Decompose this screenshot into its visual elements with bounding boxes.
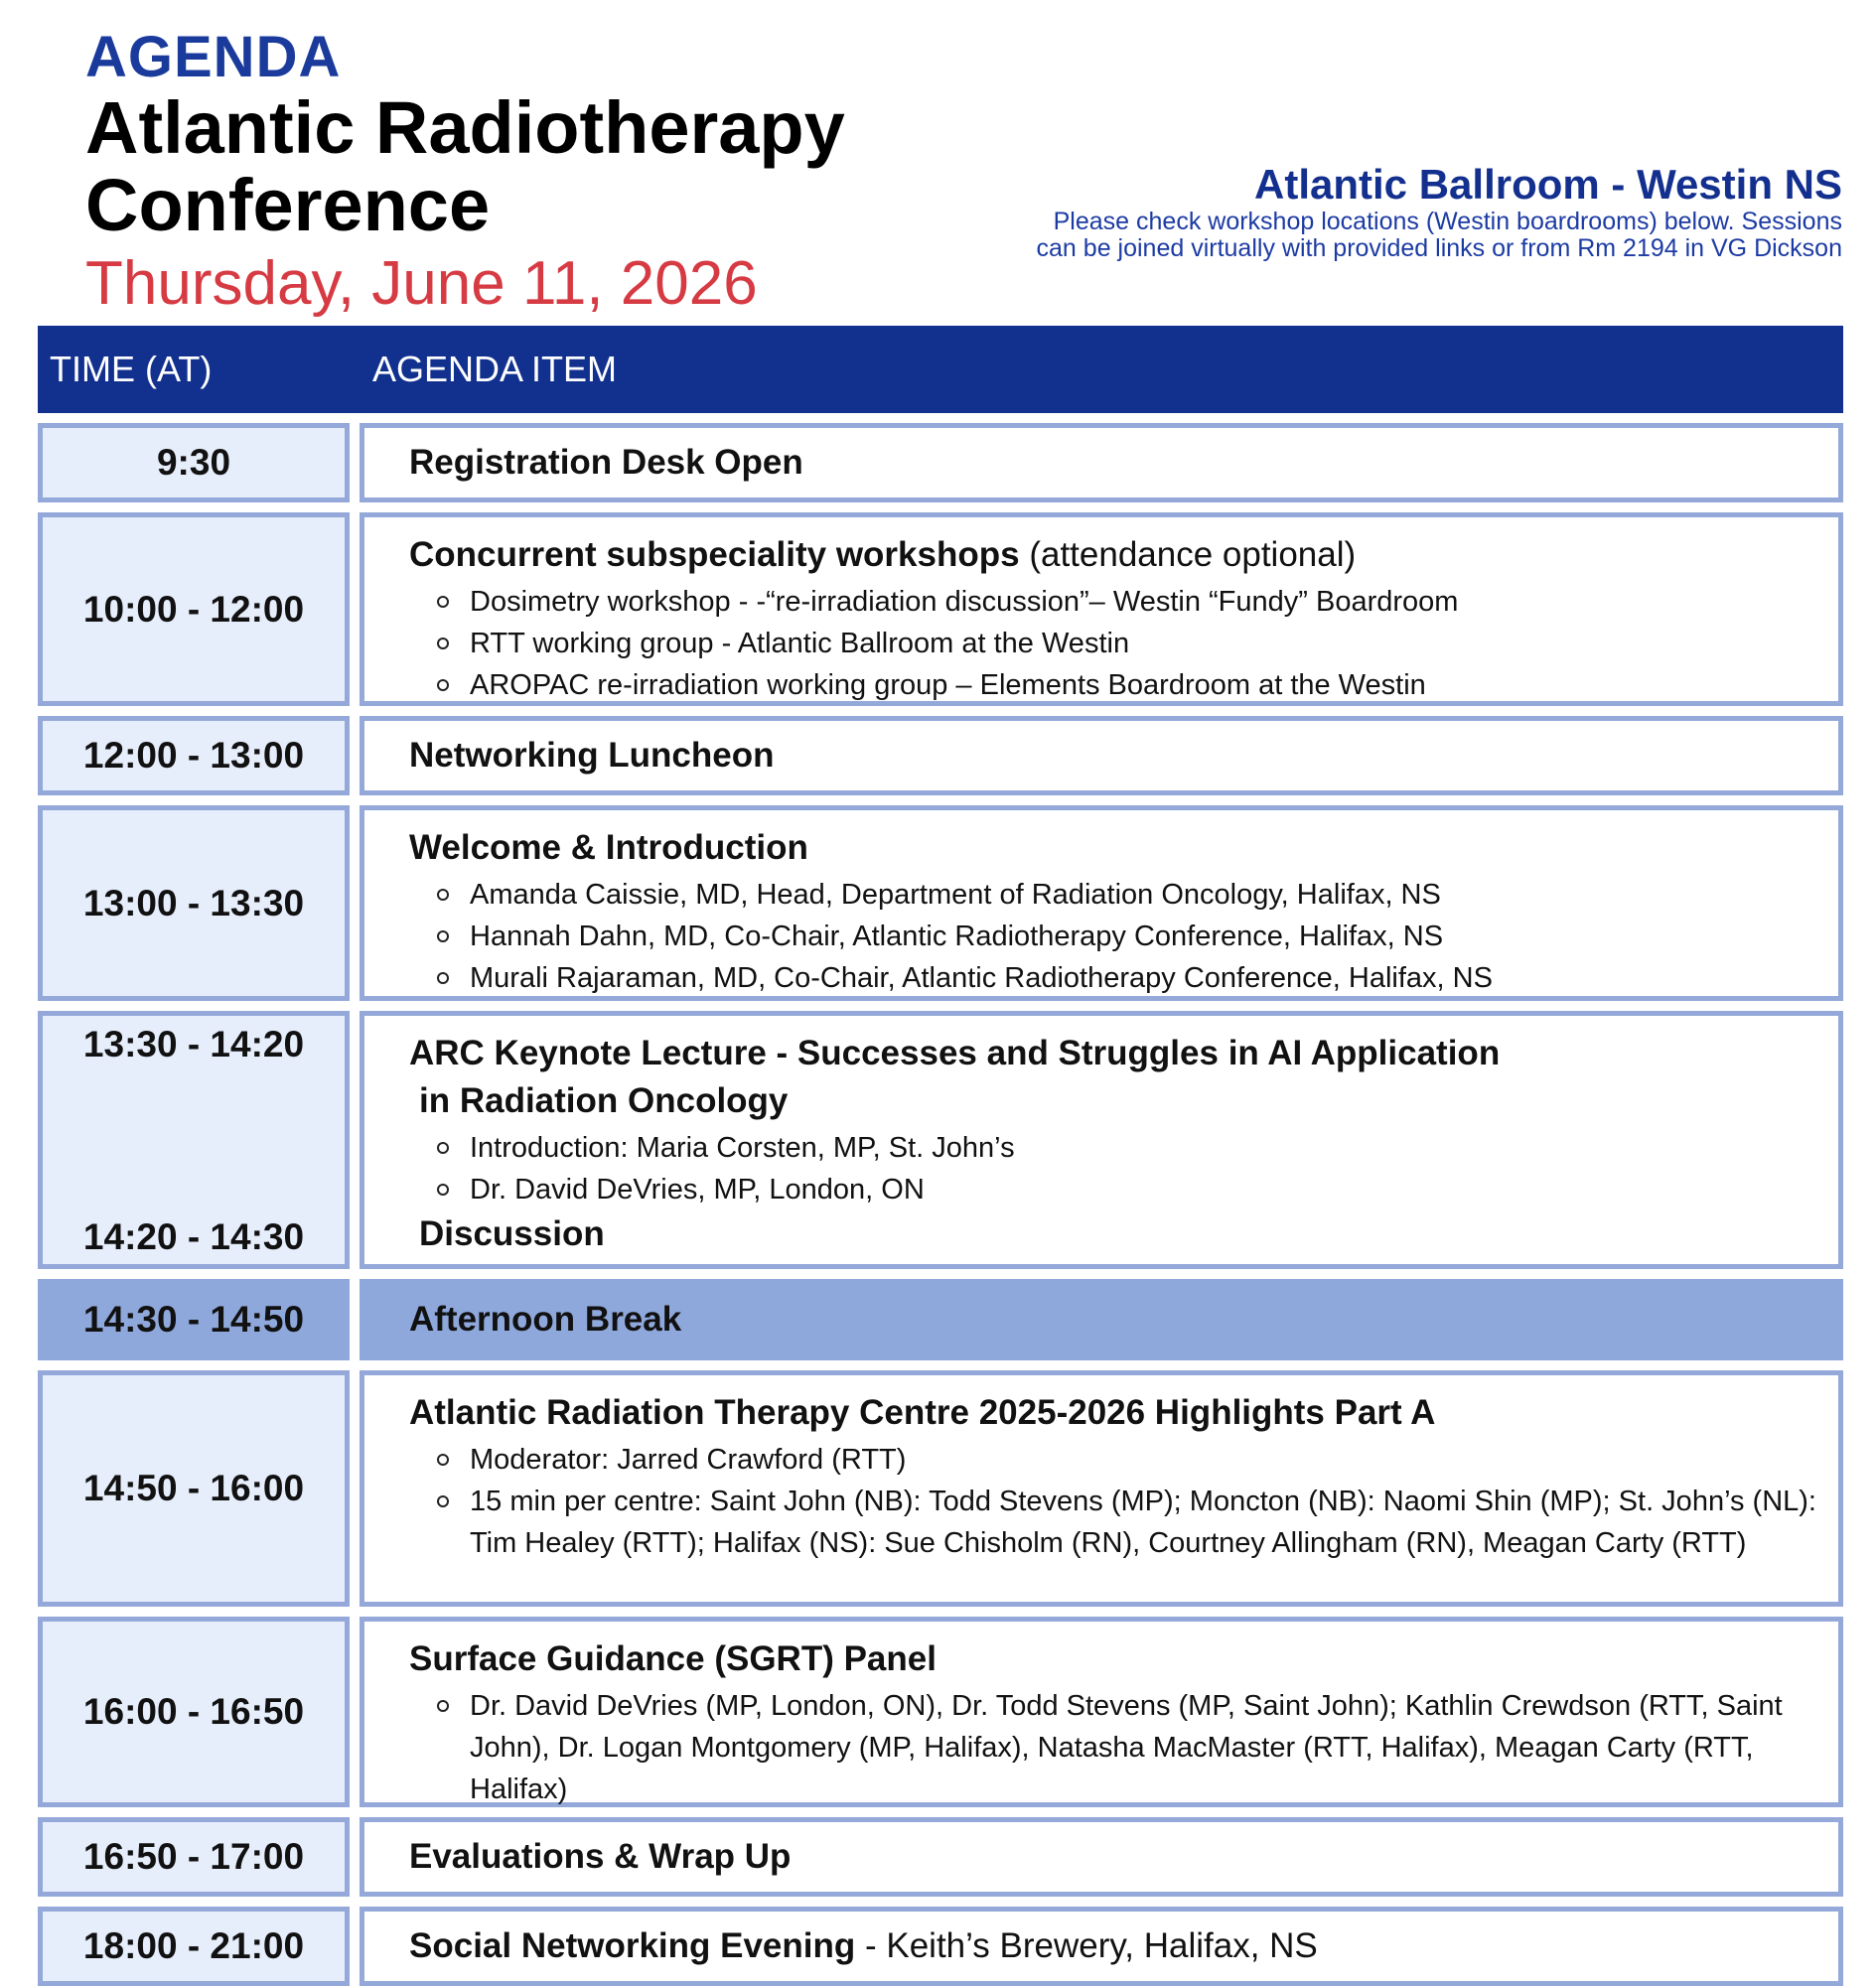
table-header xyxy=(38,326,1843,413)
conference-date: Thursday, June 11, 2026 xyxy=(85,249,758,318)
table-row xyxy=(38,512,1843,706)
list-item: Dr. David DeVries (MP, London, ON), Dr. Todd Stevens (MP, Saint John); Kathlin Crewdson (RTT, Saint John), Dr. Logan Montgomery (MP, Halifax), Natasha MacMaster (RTT, Halifax), Meagan Carty (RTT, Halifax) xyxy=(409,1685,1838,1810)
row-time-discussion: 14:20 - 14:30 xyxy=(82,1216,305,1257)
row-title-line-2: in Radiation Oncology xyxy=(419,1081,789,1120)
list-item: Introduction: Maria Corsten, MP, St. John’s xyxy=(409,1127,1838,1169)
bullet-list xyxy=(409,1685,1838,1810)
list-item: 15 min per centre: Saint John (NB): Todd Stevens (MP); Moncton (NB): Naomi Shin (MP); St. John’s (NL): Tim Healey (RTT); Halifax (NS): Sue Chisholm (RN), Courtney Allingham (RN), Meagan Carty (RTT) xyxy=(409,1481,1838,1564)
bullet-list xyxy=(409,581,1838,706)
row-item xyxy=(360,1370,1843,1607)
table-row xyxy=(38,1370,1843,1607)
row-time: 18:00 - 21:00 xyxy=(38,1907,350,1986)
row-title xyxy=(409,1922,1318,1970)
row-time: 12:00 - 13:00 xyxy=(38,716,350,795)
venue-note: Please check workshop locations (Westin boardrooms) below. Sessions can be joined virtually with provided links or from Rm 2194 in VG Dickson xyxy=(1036,208,1842,262)
agenda-table xyxy=(38,326,1843,1986)
table-row xyxy=(38,423,1843,502)
list-item: Moderator: Jarred Crawford (RTT) xyxy=(409,1439,1838,1481)
title-line-2: Conference xyxy=(85,164,491,246)
list-item: Murali Rajaraman, MD, Co-Chair, Atlantic Radiotherapy Conference, Halifax, NS xyxy=(409,957,1838,999)
row-time xyxy=(38,1011,350,1269)
row-time: 14:30 - 14:50 xyxy=(38,1279,350,1360)
row-item xyxy=(360,1617,1843,1807)
row-title: Registration Desk Open xyxy=(409,443,803,482)
row-title-note: - Keith’s Brewery, Halifax, NS xyxy=(855,1926,1318,1965)
row-item xyxy=(360,1907,1843,1986)
venue-title: Atlantic Ballroom - Westin NS xyxy=(1254,161,1842,208)
row-item xyxy=(360,512,1843,706)
row-item xyxy=(360,1279,1843,1360)
row-time: 16:00 - 16:50 xyxy=(38,1617,350,1807)
row-time: 16:50 - 17:00 xyxy=(38,1817,350,1897)
title-line-1: Atlantic Radiotherapy xyxy=(85,86,845,169)
row-item xyxy=(360,805,1843,1001)
list-item: RTT working group - Atlantic Ballroom at the Westin xyxy=(409,623,1838,664)
page-title xyxy=(85,86,845,246)
row-item xyxy=(360,716,1843,795)
row-time: 9:30 xyxy=(38,423,350,502)
row-title: Atlantic Radiation Therapy Centre 2025-2026 Highlights Part A xyxy=(409,1393,1436,1432)
column-header-time: TIME (AT) xyxy=(50,349,213,389)
row-title xyxy=(409,531,1838,579)
row-title-text: Social Networking Evening xyxy=(409,1926,856,1965)
table-row xyxy=(38,805,1843,1001)
table-row xyxy=(38,716,1843,795)
table-row xyxy=(38,1817,1843,1897)
list-item: Amanda Caissie, MD, Head, Department of Radiation Oncology, Halifax, NS xyxy=(409,874,1838,916)
table-row xyxy=(38,1279,1843,1360)
table-row xyxy=(38,1907,1843,1986)
venue-block xyxy=(1028,161,1842,262)
row-title: Welcome & Introduction xyxy=(409,828,808,867)
row-item xyxy=(360,423,1843,502)
column-header-item: AGENDA ITEM xyxy=(372,349,618,389)
bullet-list xyxy=(409,1127,1838,1210)
row-item xyxy=(360,1817,1843,1897)
row-title: Networking Luncheon xyxy=(409,736,775,775)
row-time: 10:00 - 12:00 xyxy=(38,512,350,706)
row-title-note: (attendance optional) xyxy=(1019,535,1357,574)
list-item: Dosimetry workshop - -“re-irradiation discussion”– Westin “Fundy” Boardroom xyxy=(409,581,1838,623)
table-row xyxy=(38,1617,1843,1807)
row-time: 14:50 - 16:00 xyxy=(38,1370,350,1607)
bullet-list xyxy=(409,874,1838,999)
list-item: AROPAC re-irradiation working group – Elements Boardroom at the Westin xyxy=(409,664,1838,706)
row-title: Evaluations & Wrap Up xyxy=(409,1837,792,1876)
row-title-text: Concurrent subspeciality workshops xyxy=(409,535,1020,574)
row-time: 13:00 - 13:30 xyxy=(38,805,350,1001)
list-item: Dr. David DeVries, MP, London, ON xyxy=(409,1169,1838,1210)
row-time-start: 13:30 - 14:20 xyxy=(82,1024,305,1064)
agenda-kicker: AGENDA xyxy=(85,25,342,89)
row-title: Surface Guidance (SGRT) Panel xyxy=(409,1639,937,1678)
row-title: ARC Keynote Lecture - Successes and Struggles in AI Application xyxy=(409,1034,1501,1072)
discussion-label: Discussion xyxy=(419,1214,605,1253)
bullet-list xyxy=(409,1439,1838,1564)
list-item: Hannah Dahn, MD, Co-Chair, Atlantic Radiotherapy Conference, Halifax, NS xyxy=(409,916,1838,957)
row-item xyxy=(360,1011,1843,1269)
table-row xyxy=(38,1011,1843,1269)
row-title: Afternoon Break xyxy=(409,1300,682,1339)
